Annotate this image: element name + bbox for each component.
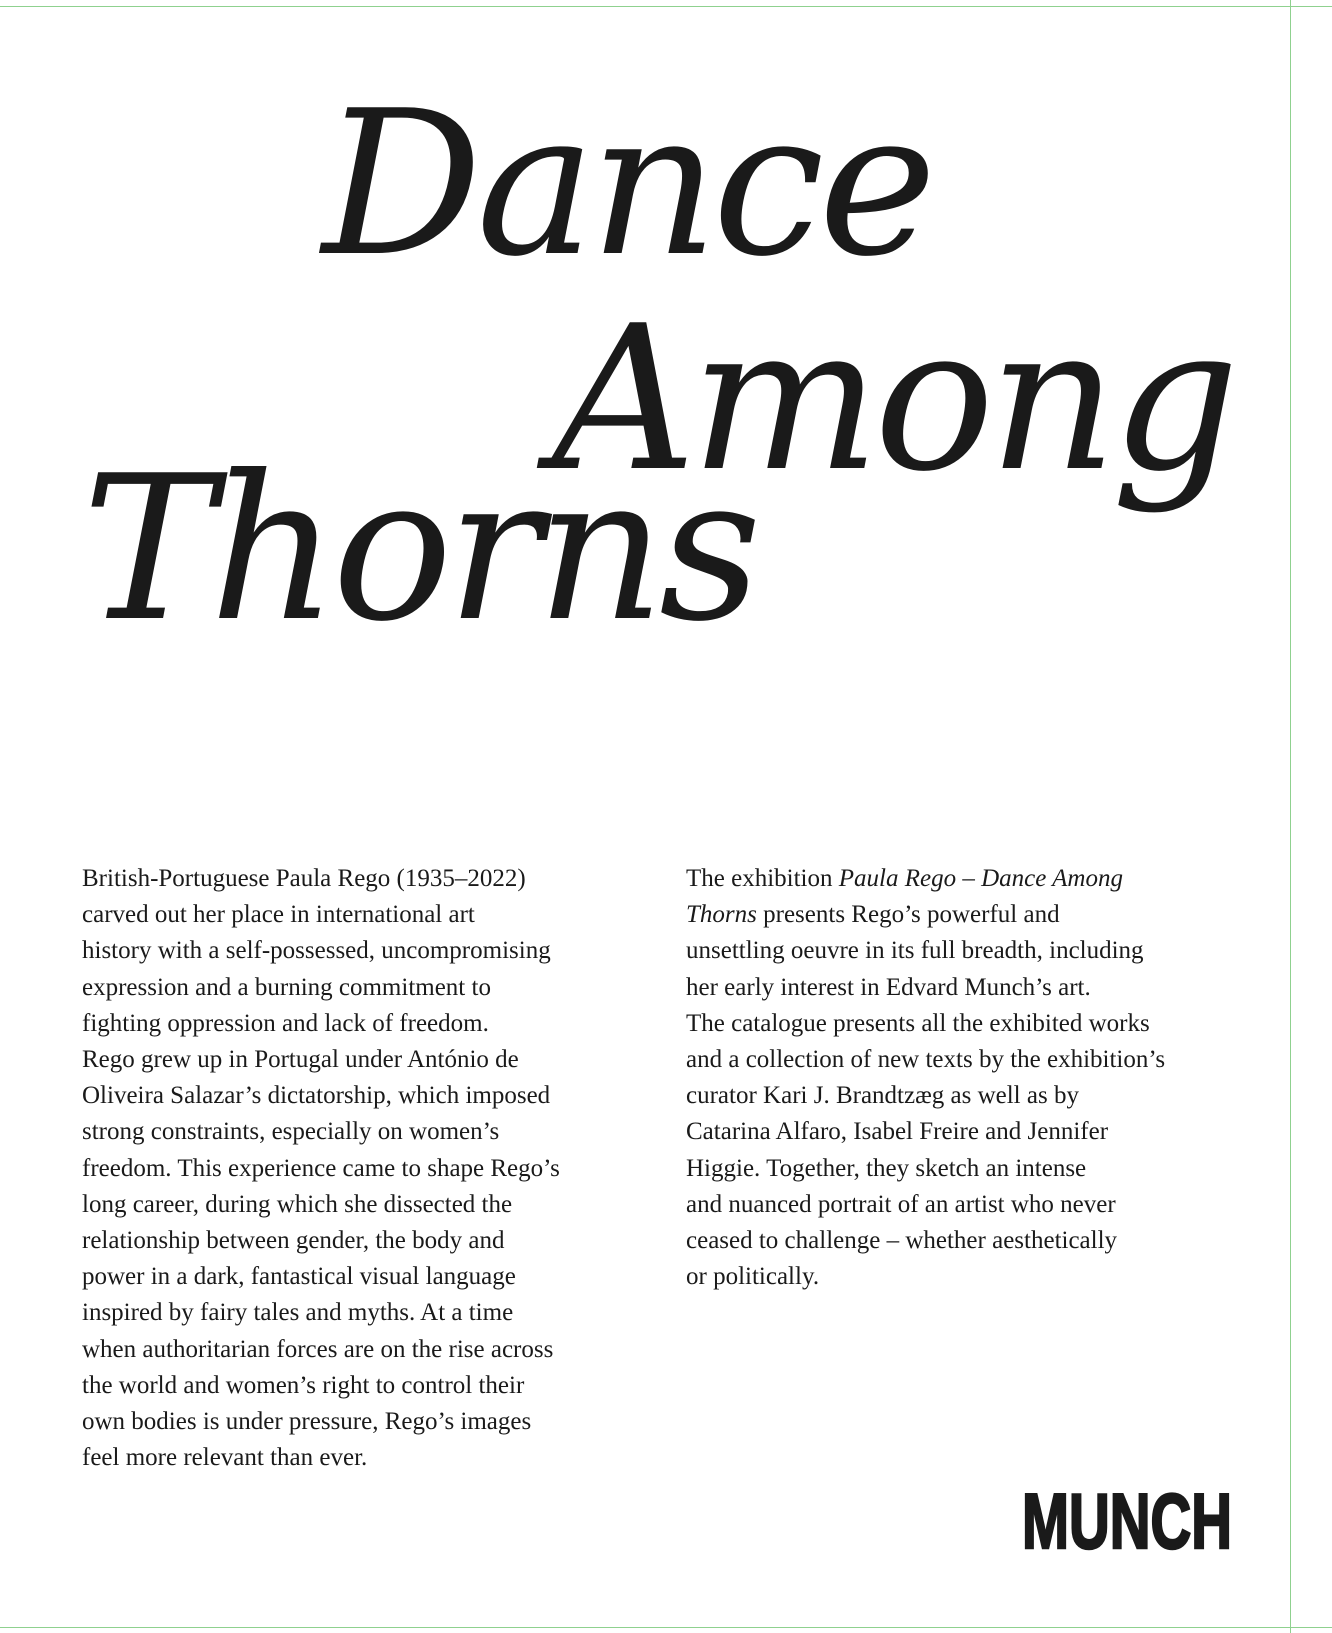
body-line <box>686 897 1246 933</box>
body-text: presents Rego’s powerful and <box>756 901 1060 929</box>
body-line: when authoritarian forces are on the rise across <box>82 1335 554 1363</box>
body-line: strong constraints, especially on women’s <box>82 1118 500 1146</box>
body-line: British-Portuguese Paula Rego (1935–2022) <box>82 865 526 892</box>
guide-line-top <box>0 6 1332 7</box>
body-line: and a collection of new texts by the exhibition’s <box>686 1046 1166 1074</box>
body-line: freedom. This experience came to shape Rego’s <box>82 1154 560 1182</box>
right-text-column <box>686 861 1246 1295</box>
body-line: expression and a burning commitment to <box>82 973 491 1001</box>
body-line: unsettling oeuvre in its full breadth, including <box>686 937 1144 965</box>
body-line: Rego grew up in Portugal under António de <box>82 1046 519 1074</box>
body-line <box>686 861 1246 897</box>
body-line: long career, during which she dissected the <box>82 1190 513 1218</box>
body-line: feel more relevant than ever. <box>82 1444 368 1472</box>
body-line: inspired by fairy tales and myths. At a time <box>82 1299 514 1327</box>
body-line: Catarina Alfaro, Isabel Freire and Jennifer <box>686 1118 1109 1146</box>
body-line: curator Kari J. Brandtzæg as well as by <box>686 1082 1079 1110</box>
title-line-among: Among <box>552 283 1234 516</box>
body-line: or politically. <box>686 1263 820 1291</box>
body-line: The catalogue presents all the exhibited works <box>686 1009 1150 1037</box>
body-text: The exhibition <box>686 865 839 892</box>
body-line: carved out her place in international art <box>82 901 475 929</box>
body-line: fighting oppression and lack of freedom. <box>82 1009 489 1037</box>
munch-logo <box>1022 1477 1232 1565</box>
exhibition-title-italic: Paula Rego – Dance Among <box>838 865 1123 892</box>
left-text-column <box>82 861 642 1476</box>
body-line: relationship between gender, the body and <box>82 1227 505 1255</box>
exhibition-title-italic: Thorns <box>686 901 757 929</box>
title-line-thorns: Thorns <box>82 433 756 666</box>
munch-logo-text: MUNCH <box>1022 1477 1232 1565</box>
body-line: history with a self-possessed, uncompromising <box>82 937 551 965</box>
body-line: own bodies is under pressure, Rego’s images <box>82 1408 532 1436</box>
body-line: the world and women’s right to control their <box>82 1371 525 1399</box>
body-line: ceased to challenge – whether aesthetically <box>686 1227 1118 1255</box>
body-line: her early interest in Edvard Munch’s art. <box>686 973 1091 1001</box>
body-line: and nuanced portrait of an artist who never <box>686 1190 1116 1218</box>
body-line: power in a dark, fantastical visual language <box>82 1263 516 1291</box>
guide-line-right <box>1290 0 1291 1633</box>
body-line: Oliveira Salazar’s dictatorship, which imposed <box>82 1082 551 1110</box>
title-line-dance: Dance <box>322 68 931 301</box>
guide-line-bottom <box>0 1627 1332 1628</box>
body-line: Higgie. Together, they sketch an intense <box>686 1154 1087 1182</box>
